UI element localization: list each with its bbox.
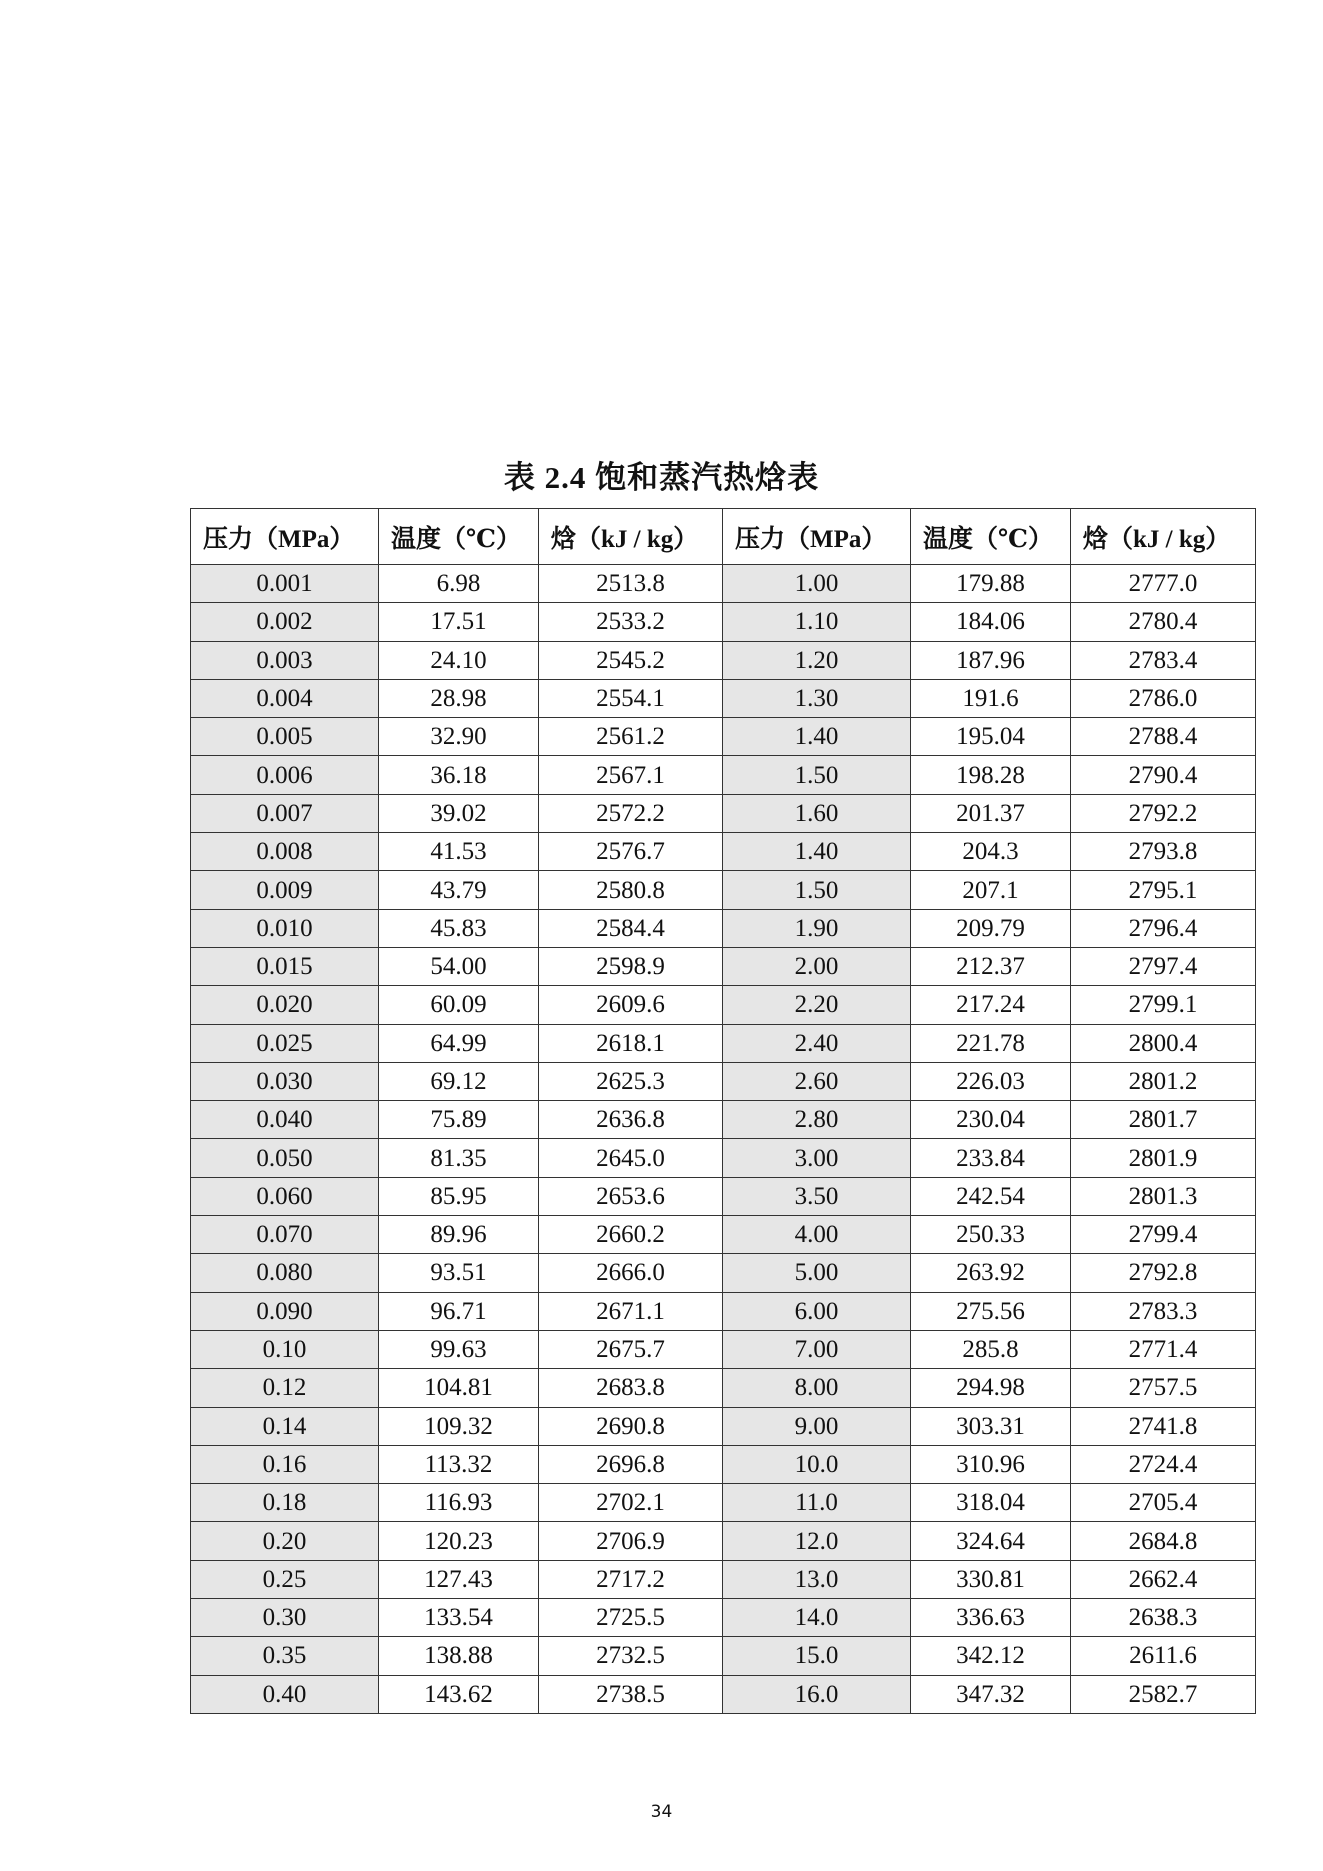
cell-temperature-left: 127.43 — [379, 1560, 539, 1598]
cell-enthalpy-right: 2795.1 — [1071, 871, 1256, 909]
cell-pressure-right: 3.50 — [723, 1177, 911, 1215]
cell-enthalpy-right: 2790.4 — [1071, 756, 1256, 794]
cell-temperature-left: 81.35 — [379, 1139, 539, 1177]
cell-temperature-left: 41.53 — [379, 833, 539, 871]
table-row — [191, 1177, 1256, 1215]
cell-temperature-right: 336.63 — [911, 1599, 1071, 1637]
cell-temperature-right: 310.96 — [911, 1445, 1071, 1483]
cell-pressure-left: 0.060 — [191, 1177, 379, 1215]
cell-temperature-left: 75.89 — [379, 1101, 539, 1139]
cell-enthalpy-right: 2777.0 — [1071, 565, 1256, 603]
cell-pressure-left: 0.002 — [191, 603, 379, 641]
cell-pressure-left: 0.025 — [191, 1024, 379, 1062]
cell-enthalpy-left: 2690.8 — [539, 1407, 723, 1445]
cell-enthalpy-left: 2666.0 — [539, 1254, 723, 1292]
table-row — [191, 794, 1256, 832]
cell-enthalpy-right: 2801.9 — [1071, 1139, 1256, 1177]
cell-temperature-left: 69.12 — [379, 1062, 539, 1100]
cell-temperature-right: 347.32 — [911, 1675, 1071, 1713]
table-row — [191, 871, 1256, 909]
cell-enthalpy-right: 2799.4 — [1071, 1216, 1256, 1254]
cell-temperature-left: 17.51 — [379, 603, 539, 641]
cell-enthalpy-right: 2611.6 — [1071, 1637, 1256, 1675]
table-row — [191, 986, 1256, 1024]
cell-temperature-left: 36.18 — [379, 756, 539, 794]
cell-temperature-right: 207.1 — [911, 871, 1071, 909]
cell-temperature-left: 113.32 — [379, 1445, 539, 1483]
cell-enthalpy-left: 2696.8 — [539, 1445, 723, 1483]
table-row — [191, 833, 1256, 871]
cell-temperature-left: 45.83 — [379, 909, 539, 947]
cell-enthalpy-right: 2662.4 — [1071, 1560, 1256, 1598]
cell-pressure-left: 0.015 — [191, 947, 379, 985]
cell-temperature-left: 54.00 — [379, 947, 539, 985]
cell-enthalpy-right: 2792.2 — [1071, 794, 1256, 832]
cell-temperature-right: 221.78 — [911, 1024, 1071, 1062]
cell-pressure-left: 0.16 — [191, 1445, 379, 1483]
cell-pressure-left: 0.009 — [191, 871, 379, 909]
cell-pressure-right: 11.0 — [723, 1484, 911, 1522]
cell-enthalpy-left: 2702.1 — [539, 1484, 723, 1522]
cell-enthalpy-right: 2757.5 — [1071, 1369, 1256, 1407]
table-body — [191, 565, 1256, 1714]
header-temperature-left: 温度（℃） — [379, 509, 539, 565]
cell-pressure-left: 0.030 — [191, 1062, 379, 1100]
cell-pressure-left: 0.007 — [191, 794, 379, 832]
cell-pressure-right: 4.00 — [723, 1216, 911, 1254]
cell-pressure-left: 0.001 — [191, 565, 379, 603]
cell-temperature-right: 201.37 — [911, 794, 1071, 832]
cell-temperature-right: 242.54 — [911, 1177, 1071, 1215]
cell-temperature-left: 32.90 — [379, 718, 539, 756]
cell-temperature-right: 330.81 — [911, 1560, 1071, 1598]
cell-pressure-left: 0.080 — [191, 1254, 379, 1292]
cell-temperature-right: 212.37 — [911, 947, 1071, 985]
cell-enthalpy-left: 2645.0 — [539, 1139, 723, 1177]
cell-temperature-right: 275.56 — [911, 1292, 1071, 1330]
cell-enthalpy-right: 2771.4 — [1071, 1330, 1256, 1368]
table-row — [191, 679, 1256, 717]
cell-temperature-right: 342.12 — [911, 1637, 1071, 1675]
cell-enthalpy-left: 2625.3 — [539, 1062, 723, 1100]
cell-pressure-right: 1.20 — [723, 641, 911, 679]
cell-pressure-right: 5.00 — [723, 1254, 911, 1292]
header-temperature-right: 温度（℃） — [911, 509, 1071, 565]
cell-temperature-left: 85.95 — [379, 1177, 539, 1215]
cell-pressure-left: 0.20 — [191, 1522, 379, 1560]
cell-enthalpy-right: 2801.2 — [1071, 1062, 1256, 1100]
cell-pressure-right: 2.80 — [723, 1101, 911, 1139]
table-row — [191, 1330, 1256, 1368]
table-row — [191, 1101, 1256, 1139]
cell-temperature-right: 191.6 — [911, 679, 1071, 717]
table-row — [191, 1637, 1256, 1675]
cell-enthalpy-right: 2741.8 — [1071, 1407, 1256, 1445]
cell-enthalpy-right: 2786.0 — [1071, 679, 1256, 717]
header-pressure-right: 压力（MPa） — [723, 509, 911, 565]
cell-pressure-right: 1.30 — [723, 679, 911, 717]
cell-pressure-left: 0.30 — [191, 1599, 379, 1637]
cell-pressure-right: 2.20 — [723, 986, 911, 1024]
table-row — [191, 1024, 1256, 1062]
cell-temperature-left: 116.93 — [379, 1484, 539, 1522]
cell-pressure-right: 1.50 — [723, 871, 911, 909]
table-row — [191, 1139, 1256, 1177]
cell-temperature-left: 104.81 — [379, 1369, 539, 1407]
cell-enthalpy-left: 2671.1 — [539, 1292, 723, 1330]
cell-enthalpy-right: 2684.8 — [1071, 1522, 1256, 1560]
cell-temperature-right: 324.64 — [911, 1522, 1071, 1560]
cell-pressure-left: 0.010 — [191, 909, 379, 947]
cell-pressure-right: 1.50 — [723, 756, 911, 794]
cell-temperature-left: 120.23 — [379, 1522, 539, 1560]
cell-pressure-left: 0.004 — [191, 679, 379, 717]
cell-enthalpy-right: 2793.8 — [1071, 833, 1256, 871]
table-row — [191, 1445, 1256, 1483]
cell-temperature-right: 263.92 — [911, 1254, 1071, 1292]
cell-pressure-left: 0.020 — [191, 986, 379, 1024]
cell-temperature-right: 303.31 — [911, 1407, 1071, 1445]
cell-enthalpy-right: 2796.4 — [1071, 909, 1256, 947]
cell-enthalpy-right: 2800.4 — [1071, 1024, 1256, 1062]
cell-pressure-left: 0.40 — [191, 1675, 379, 1713]
page-number: 34 — [650, 1802, 673, 1822]
cell-enthalpy-right: 2780.4 — [1071, 603, 1256, 641]
table-row — [191, 565, 1256, 603]
cell-temperature-right: 250.33 — [911, 1216, 1071, 1254]
cell-temperature-left: 6.98 — [379, 565, 539, 603]
cell-enthalpy-left: 2572.2 — [539, 794, 723, 832]
table-row — [191, 1599, 1256, 1637]
cell-pressure-right: 7.00 — [723, 1330, 911, 1368]
cell-temperature-left: 96.71 — [379, 1292, 539, 1330]
cell-temperature-left: 89.96 — [379, 1216, 539, 1254]
cell-enthalpy-left: 2706.9 — [539, 1522, 723, 1560]
cell-pressure-left: 0.090 — [191, 1292, 379, 1330]
cell-enthalpy-right: 2783.4 — [1071, 641, 1256, 679]
cell-pressure-left: 0.003 — [191, 641, 379, 679]
cell-enthalpy-left: 2732.5 — [539, 1637, 723, 1675]
cell-pressure-left: 0.25 — [191, 1560, 379, 1598]
cell-enthalpy-left: 2738.5 — [539, 1675, 723, 1713]
cell-enthalpy-left: 2567.1 — [539, 756, 723, 794]
table-row — [191, 641, 1256, 679]
cell-temperature-right: 226.03 — [911, 1062, 1071, 1100]
cell-pressure-left: 0.050 — [191, 1139, 379, 1177]
header-row — [191, 509, 1256, 565]
cell-enthalpy-left: 2609.6 — [539, 986, 723, 1024]
cell-temperature-left: 28.98 — [379, 679, 539, 717]
cell-pressure-right: 2.60 — [723, 1062, 911, 1100]
cell-pressure-left: 0.12 — [191, 1369, 379, 1407]
cell-temperature-left: 138.88 — [379, 1637, 539, 1675]
cell-pressure-right: 2.40 — [723, 1024, 911, 1062]
cell-enthalpy-right: 2582.7 — [1071, 1675, 1256, 1713]
cell-enthalpy-left: 2513.8 — [539, 565, 723, 603]
cell-pressure-left: 0.006 — [191, 756, 379, 794]
cell-enthalpy-right: 2638.3 — [1071, 1599, 1256, 1637]
cell-temperature-left: 24.10 — [379, 641, 539, 679]
cell-temperature-right: 198.28 — [911, 756, 1071, 794]
table-row — [191, 1062, 1256, 1100]
cell-enthalpy-left: 2584.4 — [539, 909, 723, 947]
cell-enthalpy-left: 2717.2 — [539, 1560, 723, 1598]
table-row — [191, 1560, 1256, 1598]
cell-temperature-right: 179.88 — [911, 565, 1071, 603]
table-row — [191, 1407, 1256, 1445]
cell-enthalpy-right: 2797.4 — [1071, 947, 1256, 985]
cell-enthalpy-left: 2683.8 — [539, 1369, 723, 1407]
cell-temperature-left: 93.51 — [379, 1254, 539, 1292]
cell-pressure-right: 12.0 — [723, 1522, 911, 1560]
cell-pressure-left: 0.005 — [191, 718, 379, 756]
table-row — [191, 718, 1256, 756]
table-row — [191, 1216, 1256, 1254]
table-row — [191, 1522, 1256, 1560]
cell-pressure-left: 0.35 — [191, 1637, 379, 1675]
cell-pressure-right: 13.0 — [723, 1560, 911, 1598]
cell-enthalpy-right: 2792.8 — [1071, 1254, 1256, 1292]
cell-enthalpy-left: 2636.8 — [539, 1101, 723, 1139]
cell-temperature-left: 109.32 — [379, 1407, 539, 1445]
table-row — [191, 947, 1256, 985]
cell-temperature-left: 143.62 — [379, 1675, 539, 1713]
cell-enthalpy-right: 2801.7 — [1071, 1101, 1256, 1139]
cell-pressure-right: 15.0 — [723, 1637, 911, 1675]
cell-enthalpy-left: 2554.1 — [539, 679, 723, 717]
cell-enthalpy-left: 2545.2 — [539, 641, 723, 679]
cell-pressure-right: 9.00 — [723, 1407, 911, 1445]
cell-pressure-right: 1.10 — [723, 603, 911, 641]
cell-temperature-right: 230.04 — [911, 1101, 1071, 1139]
table-header — [191, 509, 1256, 565]
header-enthalpy-left: 焓（kJ / kg） — [539, 509, 723, 565]
cell-enthalpy-left: 2533.2 — [539, 603, 723, 641]
cell-enthalpy-right: 2788.4 — [1071, 718, 1256, 756]
header-enthalpy-right: 焓（kJ / kg） — [1071, 509, 1256, 565]
table-row — [191, 1675, 1256, 1713]
cell-pressure-right: 1.90 — [723, 909, 911, 947]
cell-pressure-right: 16.0 — [723, 1675, 911, 1713]
cell-pressure-right: 1.00 — [723, 565, 911, 603]
cell-pressure-right: 1.40 — [723, 718, 911, 756]
cell-pressure-right: 3.00 — [723, 1139, 911, 1177]
table-row — [191, 1254, 1256, 1292]
cell-temperature-right: 187.96 — [911, 641, 1071, 679]
table-row — [191, 603, 1256, 641]
cell-pressure-left: 0.040 — [191, 1101, 379, 1139]
cell-temperature-left: 39.02 — [379, 794, 539, 832]
cell-temperature-right: 184.06 — [911, 603, 1071, 641]
cell-enthalpy-left: 2653.6 — [539, 1177, 723, 1215]
cell-pressure-left: 0.008 — [191, 833, 379, 871]
cell-temperature-left: 64.99 — [379, 1024, 539, 1062]
table-title: 表 2.4 饱和蒸汽热焓表 — [503, 460, 820, 495]
cell-temperature-left: 99.63 — [379, 1330, 539, 1368]
cell-pressure-right: 1.40 — [723, 833, 911, 871]
table-row — [191, 909, 1256, 947]
cell-enthalpy-left: 2725.5 — [539, 1599, 723, 1637]
cell-temperature-right: 204.3 — [911, 833, 1071, 871]
cell-enthalpy-right: 2799.1 — [1071, 986, 1256, 1024]
cell-enthalpy-left: 2561.2 — [539, 718, 723, 756]
cell-pressure-right: 8.00 — [723, 1369, 911, 1407]
cell-pressure-right: 14.0 — [723, 1599, 911, 1637]
cell-pressure-left: 0.070 — [191, 1216, 379, 1254]
cell-pressure-right: 2.00 — [723, 947, 911, 985]
cell-temperature-right: 285.8 — [911, 1330, 1071, 1368]
cell-temperature-left: 43.79 — [379, 871, 539, 909]
cell-enthalpy-right: 2783.3 — [1071, 1292, 1256, 1330]
table-row — [191, 1369, 1256, 1407]
cell-enthalpy-left: 2580.8 — [539, 871, 723, 909]
cell-enthalpy-right: 2705.4 — [1071, 1484, 1256, 1522]
cell-temperature-right: 294.98 — [911, 1369, 1071, 1407]
cell-temperature-right: 233.84 — [911, 1139, 1071, 1177]
cell-enthalpy-left: 2675.7 — [539, 1330, 723, 1368]
steam-enthalpy-table — [190, 508, 1256, 1714]
cell-enthalpy-left: 2576.7 — [539, 833, 723, 871]
cell-temperature-right: 195.04 — [911, 718, 1071, 756]
table-row — [191, 1484, 1256, 1522]
cell-enthalpy-right: 2724.4 — [1071, 1445, 1256, 1483]
header-pressure-left: 压力（MPa） — [191, 509, 379, 565]
cell-temperature-left: 133.54 — [379, 1599, 539, 1637]
cell-enthalpy-left: 2618.1 — [539, 1024, 723, 1062]
cell-temperature-left: 60.09 — [379, 986, 539, 1024]
cell-enthalpy-left: 2598.9 — [539, 947, 723, 985]
cell-temperature-right: 217.24 — [911, 986, 1071, 1024]
cell-enthalpy-right: 2801.3 — [1071, 1177, 1256, 1215]
cell-pressure-left: 0.10 — [191, 1330, 379, 1368]
cell-pressure-right: 1.60 — [723, 794, 911, 832]
cell-temperature-right: 209.79 — [911, 909, 1071, 947]
cell-enthalpy-left: 2660.2 — [539, 1216, 723, 1254]
cell-pressure-left: 0.18 — [191, 1484, 379, 1522]
cell-pressure-right: 6.00 — [723, 1292, 911, 1330]
cell-temperature-right: 318.04 — [911, 1484, 1071, 1522]
cell-pressure-right: 10.0 — [723, 1445, 911, 1483]
table-row — [191, 756, 1256, 794]
table-row — [191, 1292, 1256, 1330]
cell-pressure-left: 0.14 — [191, 1407, 379, 1445]
